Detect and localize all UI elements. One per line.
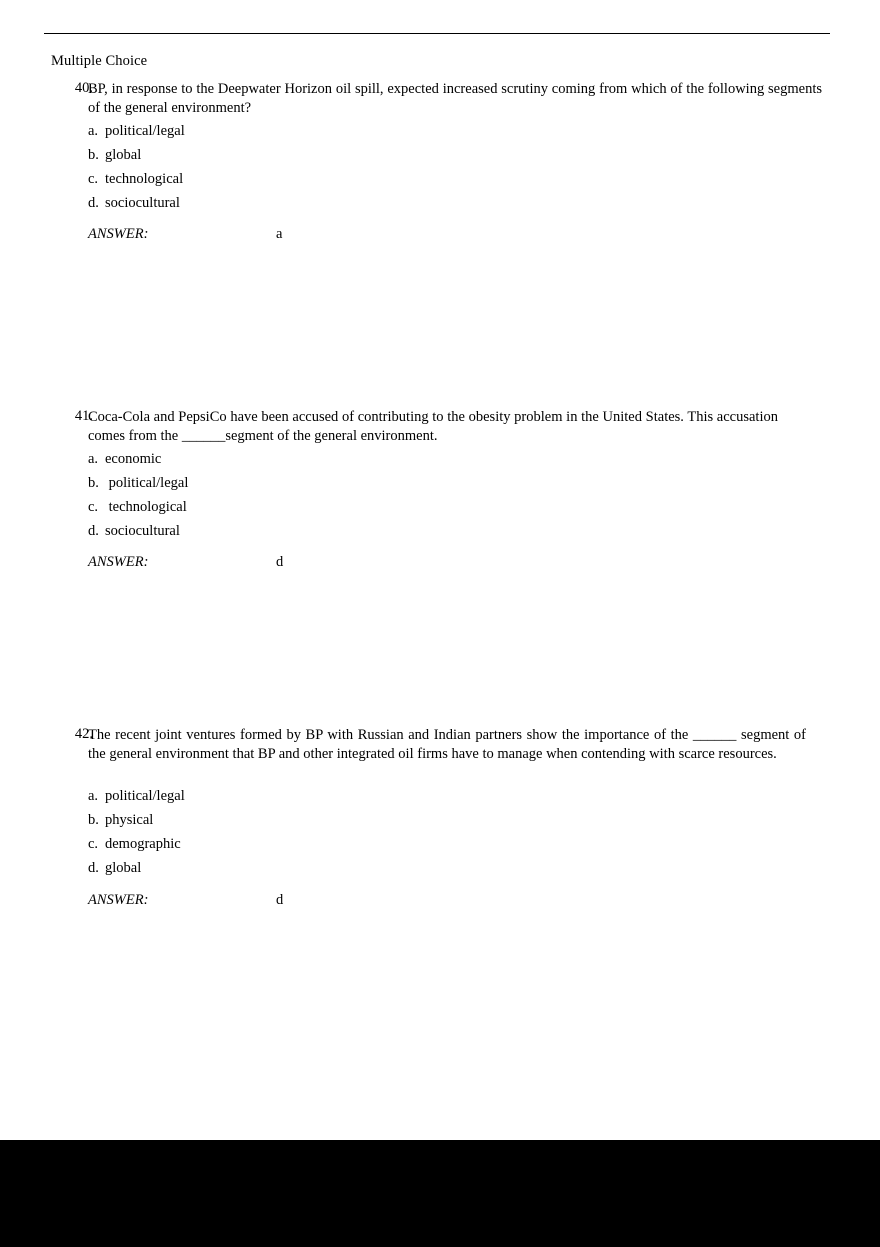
- choice-letter: c.: [88, 499, 99, 515]
- question-number: 42.: [74, 726, 93, 742]
- question-text: The recent joint ventures formed by BP with Russian and Indian partners show the importance of the ______ segment of the general environment that BP and other integrated oil firms have to manage when contending with scarce resources.: [88, 727, 806, 763]
- choice-text: technological: [105, 171, 184, 187]
- list-item[interactable]: [88, 191, 688, 215]
- answer-row: [88, 891, 688, 910]
- answer-value: a: [276, 226, 283, 242]
- answer-value: d: [276, 892, 284, 908]
- answer-value: d: [276, 554, 284, 570]
- choice-letter: a.: [88, 788, 99, 804]
- choice-letter: b.: [88, 812, 99, 828]
- choice-letter: d.: [88, 195, 99, 211]
- list-item[interactable]: [88, 447, 688, 471]
- question-number: 40.: [74, 80, 93, 96]
- list-item[interactable]: [88, 519, 688, 543]
- choice-letter: d.: [88, 860, 99, 876]
- choice-list: [88, 119, 688, 215]
- choice-text: technological: [105, 499, 187, 515]
- choice-text: global: [105, 147, 142, 163]
- choice-text: demographic: [105, 836, 181, 852]
- choice-text: political/legal: [105, 475, 189, 491]
- list-item[interactable]: [88, 832, 688, 856]
- list-item[interactable]: [88, 495, 688, 519]
- list-item[interactable]: [88, 808, 688, 832]
- choice-text: sociocultural: [105, 195, 180, 211]
- question-number: 41.: [74, 408, 93, 424]
- list-item[interactable]: [88, 167, 688, 191]
- footer-bar: [0, 1140, 880, 1247]
- question-text: Coca-Cola and PepsiCo have been accused of contributing to the obesity problem in the United States. This accusation comes from the ______segment of the general environment.: [88, 409, 778, 445]
- list-item[interactable]: [88, 784, 688, 808]
- choice-letter: c.: [88, 836, 99, 852]
- choice-list: [88, 447, 688, 543]
- answer-row: [88, 553, 688, 572]
- answer-label: ANSWER:: [88, 226, 149, 242]
- answer-label: ANSWER:: [88, 892, 149, 908]
- choice-text: political/legal: [105, 123, 185, 139]
- choice-text: economic: [105, 451, 162, 467]
- answer-label: ANSWER:: [88, 554, 149, 570]
- choice-text: political/legal: [105, 788, 185, 804]
- choice-text: global: [105, 860, 142, 876]
- list-item[interactable]: [88, 471, 688, 495]
- choice-letter: c.: [88, 171, 99, 187]
- header-divider: [44, 33, 830, 34]
- choice-text: sociocultural: [105, 523, 180, 539]
- list-item[interactable]: [88, 119, 688, 143]
- choice-list: [88, 784, 688, 880]
- section-label: Multiple Choice: [51, 53, 148, 69]
- choice-letter: a.: [88, 451, 99, 467]
- list-item[interactable]: [88, 143, 688, 167]
- choice-letter: b.: [88, 475, 99, 491]
- choice-letter: b.: [88, 147, 99, 163]
- choice-letter: a.: [88, 123, 99, 139]
- list-item[interactable]: [88, 856, 688, 880]
- answer-row: [88, 225, 688, 244]
- choice-text: physical: [105, 812, 154, 828]
- choice-letter: d.: [88, 523, 99, 539]
- question-text: BP, in response to the Deepwater Horizon oil spill, expected increased scrutiny coming from which of the following segments of the general environment?: [88, 81, 822, 117]
